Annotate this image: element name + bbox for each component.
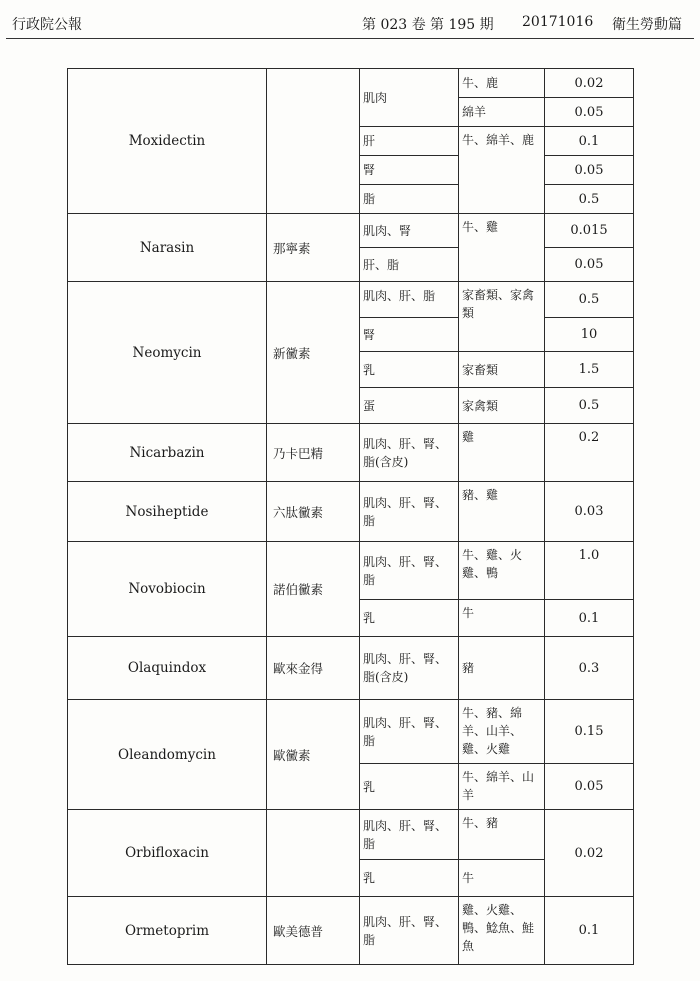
table-row <box>68 282 634 318</box>
tissue-cell: 乳 <box>360 600 459 637</box>
limit-cell: 0.5 <box>545 388 634 424</box>
limit-cell: 0.05 <box>545 98 634 127</box>
species-cell: 牛 <box>459 600 545 637</box>
limit-cell: 0.1 <box>545 897 634 965</box>
limit-cell: 10 <box>545 318 634 352</box>
species-cell: 牛、綿羊、山羊 <box>459 764 545 810</box>
drug-chinese-name <box>267 69 360 214</box>
limit-cell: 0.015 <box>545 214 634 248</box>
drug-name: Neomycin <box>68 282 267 424</box>
species-cell: 豬、雞 <box>459 482 545 542</box>
limit-cell: 0.15 <box>545 700 634 764</box>
species-cell: 牛、雞 <box>459 214 545 282</box>
publication-name: 行政院公報 <box>12 17 82 33</box>
tissue-cell: 肌肉、肝、腎、脂 <box>360 482 459 542</box>
tissue-cell: 肌肉、肝、脂 <box>360 282 459 318</box>
species-cell: 牛、雞、火雞、鴨 <box>459 542 545 600</box>
species-cell: 豬 <box>459 637 545 700</box>
tissue-cell: 乳 <box>360 860 459 897</box>
limit-cell: 1.5 <box>545 352 634 388</box>
species-cell: 家畜類 <box>459 352 545 388</box>
residue-limit-table <box>67 68 634 965</box>
tissue-cell: 肌肉、肝、腎、脂 <box>360 542 459 600</box>
section-name: 衛生勞動篇 <box>612 17 682 33</box>
limit-cell: 0.1 <box>545 127 634 156</box>
drug-chinese-name: 歐美德普 <box>267 897 360 965</box>
drug-name: Oleandomycin <box>68 700 267 810</box>
table-row <box>68 482 634 542</box>
drug-name: Ormetoprim <box>68 897 267 965</box>
tissue-cell: 脂 <box>360 185 459 214</box>
tissue-cell: 肌肉 <box>360 69 459 127</box>
limit-cell: 0.05 <box>545 248 634 282</box>
species-cell: 牛 <box>459 860 545 897</box>
species-cell: 牛、綿羊、鹿 <box>459 127 545 214</box>
tissue-cell: 肌肉、肝、腎、脂(含皮) <box>360 424 459 482</box>
limit-cell: 0.3 <box>545 637 634 700</box>
drug-name: Novobiocin <box>68 542 267 637</box>
tissue-cell: 腎 <box>360 318 459 352</box>
tissue-cell: 乳 <box>360 764 459 810</box>
limit-cell: 0.5 <box>545 282 634 318</box>
issue-date: 20171016 <box>522 14 594 30</box>
limit-cell: 1.0 <box>545 542 634 600</box>
drug-chinese-name: 六肽黴素 <box>267 482 360 542</box>
tissue-cell: 肌肉、腎 <box>360 214 459 248</box>
drug-chinese-name: 歐黴素 <box>267 700 360 810</box>
drug-chinese-name: 新黴素 <box>267 282 360 424</box>
species-cell: 牛、豬、綿羊、山羊、雞、火雞 <box>459 700 545 764</box>
tissue-cell: 肌肉、肝、腎、脂 <box>360 700 459 764</box>
tissue-cell: 肝 <box>360 127 459 156</box>
drug-chinese-name: 諾伯黴素 <box>267 542 360 637</box>
volume-number: 第 023 卷 <box>362 17 426 33</box>
tissue-cell: 蛋 <box>360 388 459 424</box>
tissue-cell: 肌肉、肝、腎、脂(含皮) <box>360 637 459 700</box>
limit-cell: 0.03 <box>545 482 634 542</box>
tissue-cell: 肝、脂 <box>360 248 459 282</box>
species-cell: 家畜類、家禽類 <box>459 282 545 352</box>
drug-name: Moxidectin <box>68 69 267 214</box>
limit-cell: 0.5 <box>545 185 634 214</box>
drug-chinese-name: 歐來金得 <box>267 637 360 700</box>
table-row <box>68 542 634 600</box>
table-row <box>68 214 634 248</box>
limit-cell: 0.1 <box>545 600 634 637</box>
drug-name: Orbifloxacin <box>68 810 267 897</box>
limit-cell: 0.05 <box>545 156 634 185</box>
species-cell: 家禽類 <box>459 388 545 424</box>
drug-name: Nosiheptide <box>68 482 267 542</box>
page-header <box>0 0 700 44</box>
limit-cell: 0.02 <box>545 69 634 98</box>
table-row <box>68 700 634 764</box>
drug-chinese-name: 乃卡巴精 <box>267 424 360 482</box>
drug-chinese-name <box>267 810 360 897</box>
species-cell: 雞、火雞、鴨、鯰魚、鮭魚 <box>459 897 545 965</box>
drug-name: Narasin <box>68 214 267 282</box>
tissue-cell: 肌肉、肝、腎、脂 <box>360 810 459 860</box>
tissue-cell: 腎 <box>360 156 459 185</box>
species-cell: 牛、豬 <box>459 810 545 860</box>
table-row <box>68 424 634 482</box>
species-cell: 牛、鹿 <box>459 69 545 98</box>
limit-cell: 0.2 <box>545 424 634 482</box>
table-row <box>68 69 634 98</box>
species-cell: 雞 <box>459 424 545 482</box>
drug-name: Nicarbazin <box>68 424 267 482</box>
drug-name: Olaquindox <box>68 637 267 700</box>
limit-cell: 0.05 <box>545 764 634 810</box>
species-cell: 綿羊 <box>459 98 545 127</box>
tissue-cell: 肌肉、肝、腎、脂 <box>360 897 459 965</box>
drug-chinese-name: 那寧素 <box>267 214 360 282</box>
table-row <box>68 637 634 700</box>
tissue-cell: 乳 <box>360 352 459 388</box>
issue-number: 第 195 期 <box>430 17 494 33</box>
limit-cell: 0.02 <box>545 810 634 897</box>
table-row <box>68 897 634 965</box>
header-rule <box>6 38 694 39</box>
table-row <box>68 810 634 860</box>
